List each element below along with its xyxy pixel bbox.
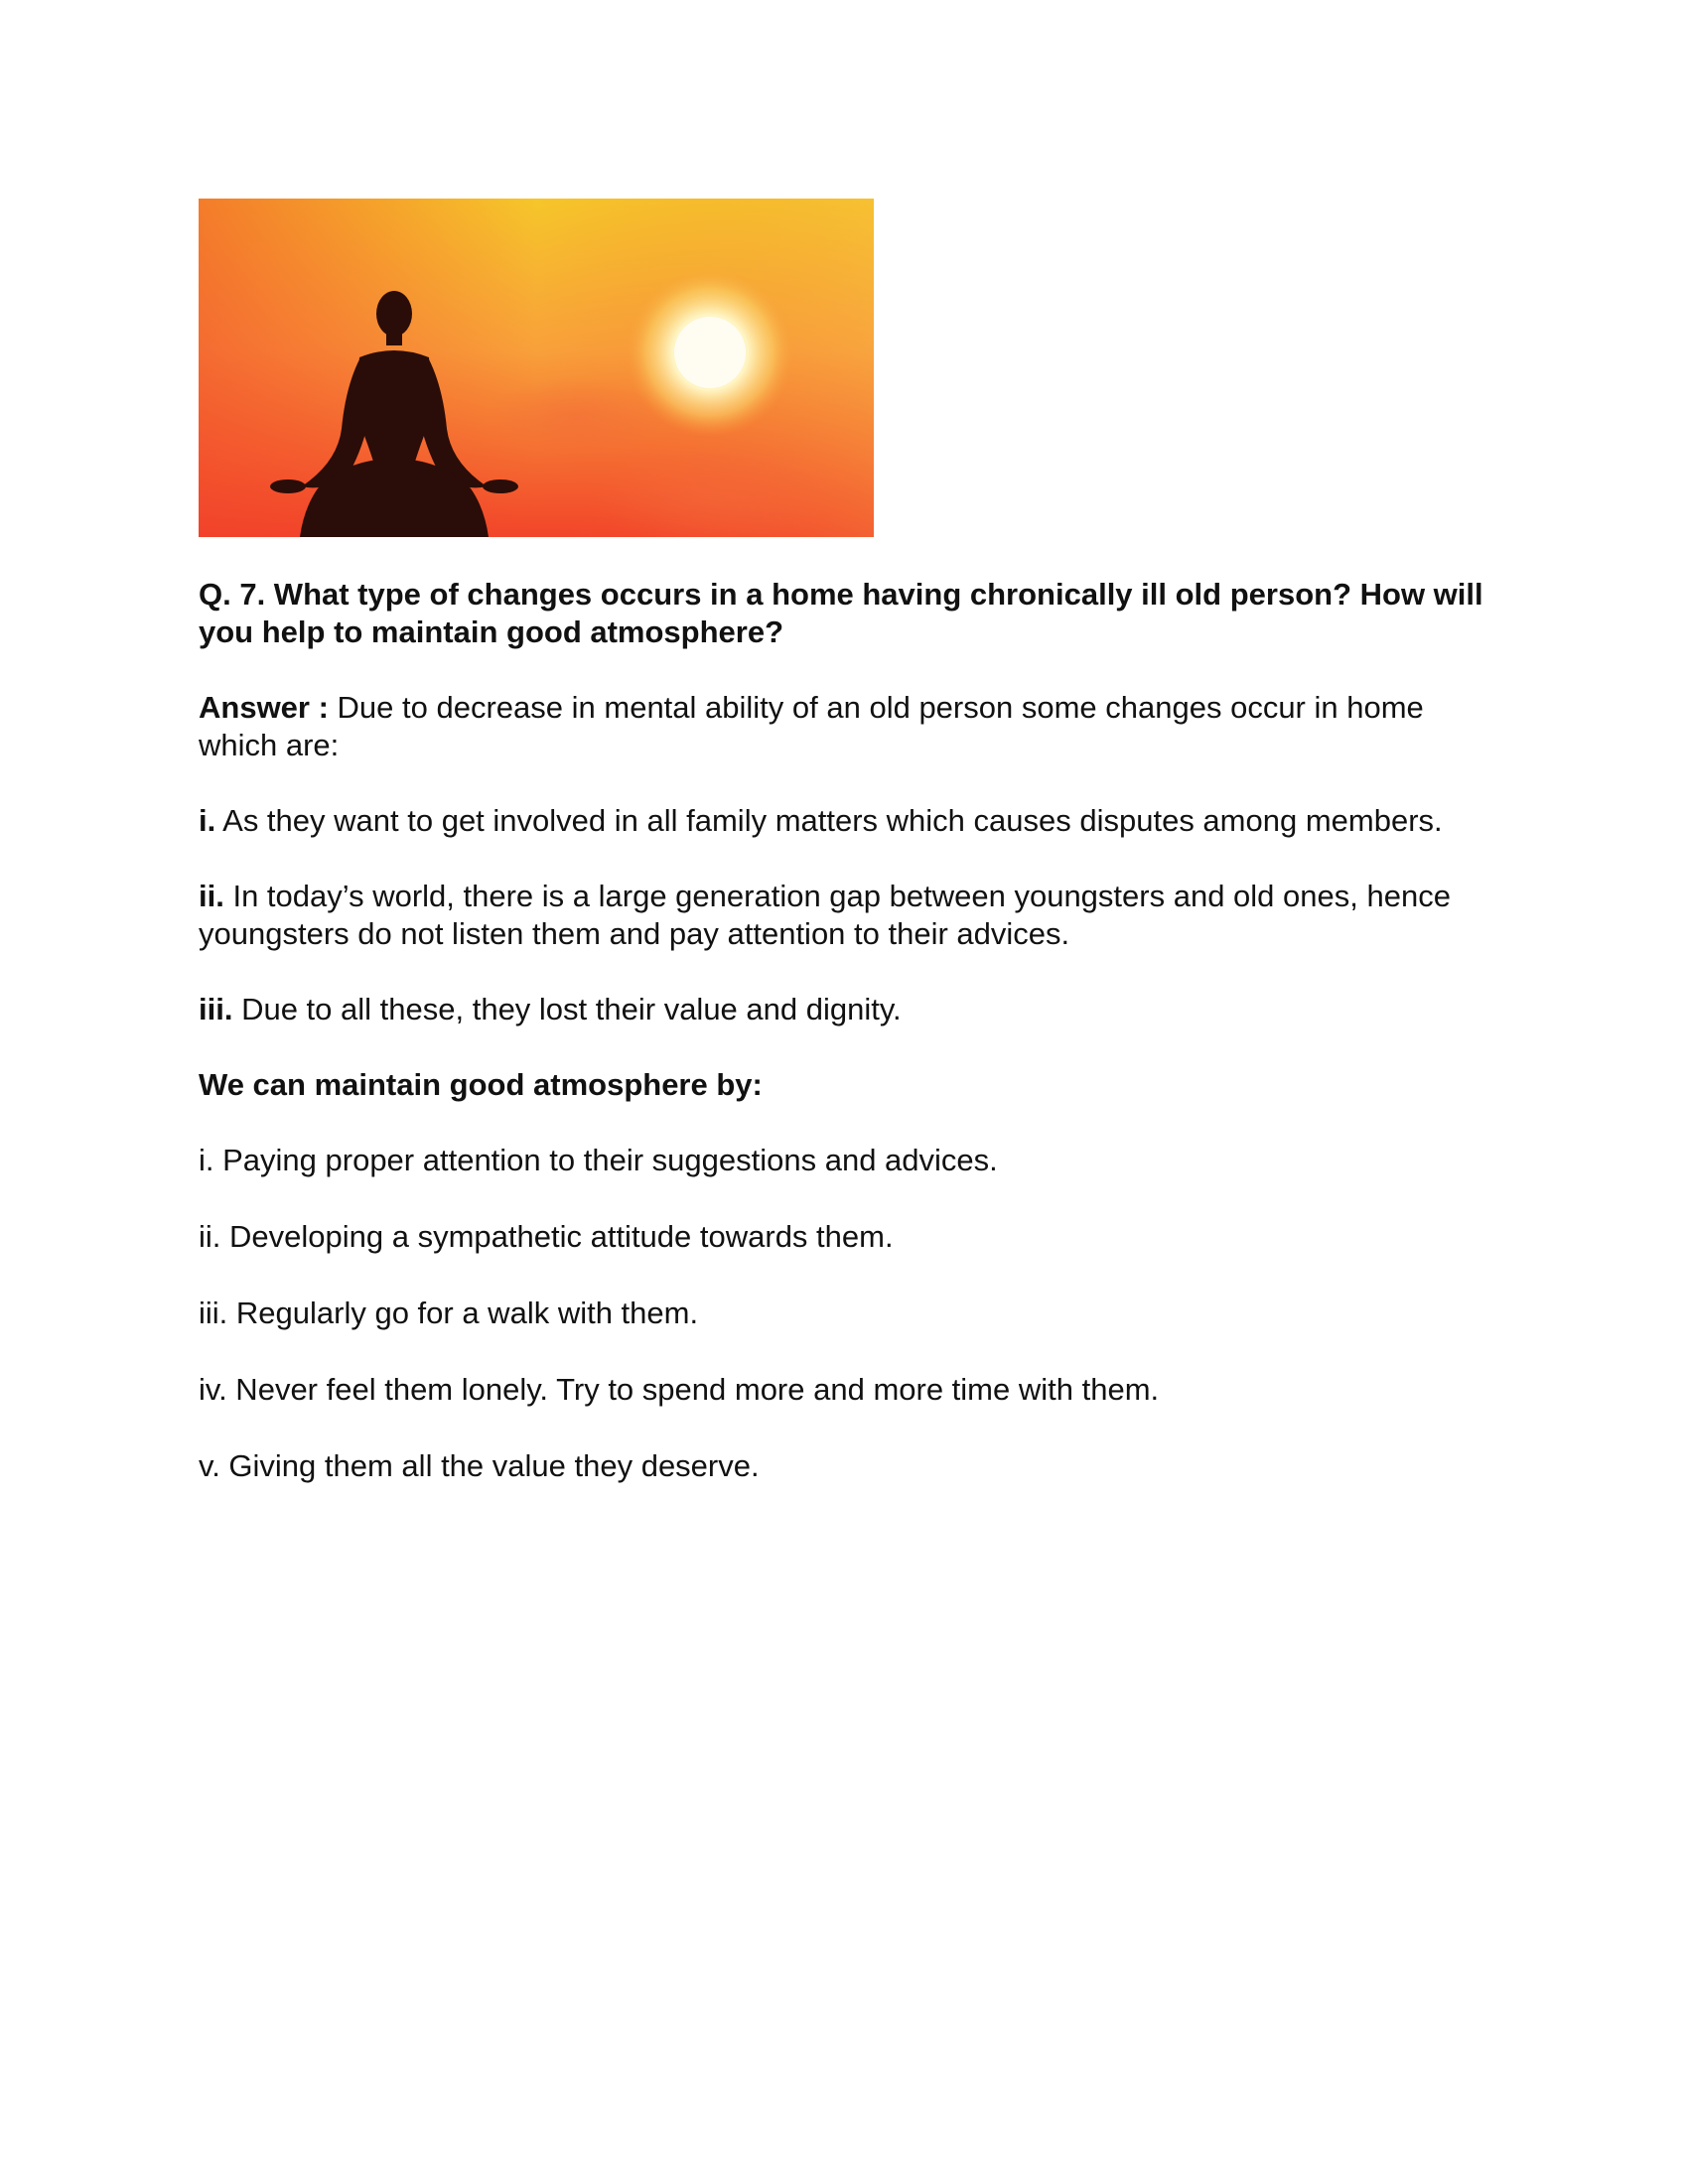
change-marker: i. — [199, 803, 216, 838]
maintain-item: ii. Developing a sympathetic attitude towards them. — [199, 1219, 894, 1254]
change-marker: iii. — [199, 992, 233, 1026]
change-marker: ii. — [199, 879, 224, 913]
maintain-item: i. Paying proper attention to their suggestions and advices. — [199, 1143, 998, 1177]
change-item — [199, 991, 1489, 1028]
answer-text: Due to decrease in mental ability of an old person some changes occur in home which are: — [199, 690, 1424, 762]
answer-paragraph — [199, 689, 1489, 764]
change-text: As they want to get involved in all family matters which causes disputes among members. — [222, 803, 1443, 838]
meditation-sunset-image — [199, 199, 874, 537]
answer-label: Answer : — [199, 690, 329, 725]
change-text: Due to all these, they lost their value and dignity. — [241, 992, 902, 1026]
change-item — [199, 802, 1489, 840]
change-text: In today’s world, there is a large generation gap between youngsters and old ones, hence youngsters do not listen them and pay attention to their advices. — [199, 879, 1451, 951]
maintain-item: v. Giving them all the value they deserve. — [199, 1448, 760, 1483]
maintain-item: iii. Regularly go for a walk with them. — [199, 1296, 699, 1330]
question-answer-section — [199, 576, 1489, 1524]
maintain-item: iv. Never feel them lonely. Try to spend more and more time with them. — [199, 1372, 1160, 1407]
maintain-heading: We can maintain good atmosphere by: — [199, 1067, 763, 1102]
question-text: Q. 7. What type of changes occurs in a home having chronically ill old person? How will you help to maintain good atmosphere? — [199, 577, 1483, 649]
change-item — [199, 878, 1489, 953]
